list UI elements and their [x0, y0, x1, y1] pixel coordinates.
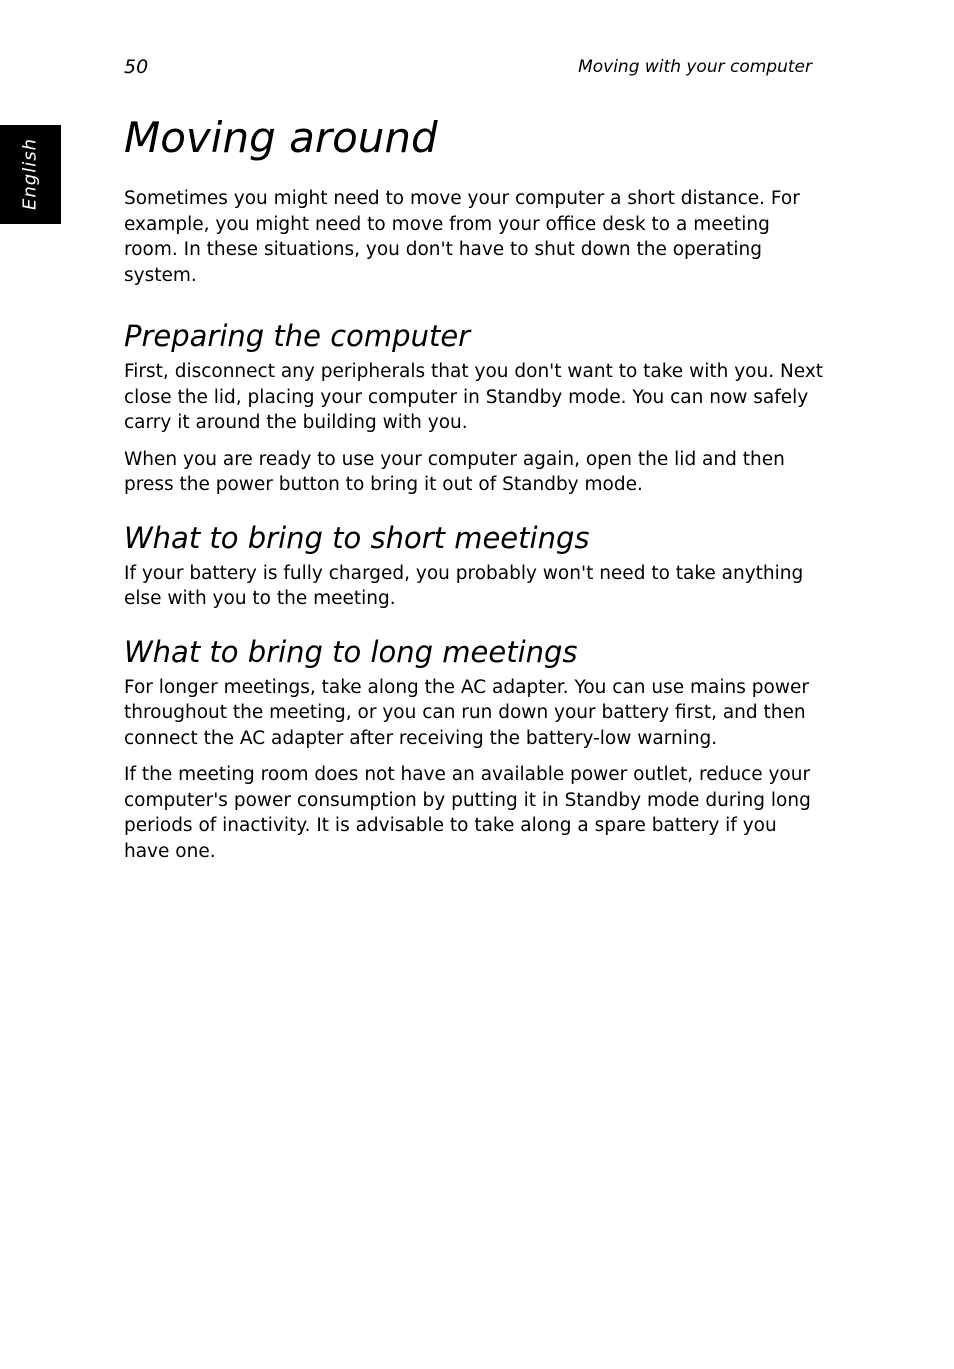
page-title: Moving around	[124, 113, 438, 162]
section-heading: What to bring to short meetings	[124, 520, 590, 555]
running-header: Moving with your computer	[578, 57, 812, 77]
intro-paragraph: Sometimes you might need to move your computer a short distance. For example, you might need to move from your office desk to a meeting room. In these situations, you don't have to shut down the operating system.	[124, 188, 800, 286]
section-heading: Preparing the computer	[124, 319, 471, 353]
section-paragraph: When you are ready to use your computer again, open the lid and then press the power button to bring it out of Standby mode.	[124, 448, 785, 495]
section-heading: What to bring to long meetings	[124, 634, 578, 669]
language-tab-label: English	[19, 138, 41, 210]
section-paragraph: If your battery is fully charged, you probably won't need to take anything else with you to the meeting.	[124, 562, 804, 609]
section-paragraph: If the meeting room does not have an available power outlet, reduce your computer's power consumption by putting it in Standby mode during long periods of inactivity. It is advisable to take along a spare battery if you have one.	[124, 764, 811, 862]
page-number: 50	[124, 56, 149, 78]
section-paragraph: For longer meetings, take along the AC adapter. You can use mains power throughout the meeting, or you can run down your battery first, and then connect the AC adapter after receiving the battery-low warning.	[124, 676, 809, 749]
page-content	[124, 108, 824, 875]
section-paragraph: First, disconnect any peripherals that you don't want to take with you. Next close the lid, placing your computer in Standby mode. You can now safely carry it around the building with you.	[124, 361, 824, 433]
section-long-meetings	[124, 633, 824, 865]
section-preparing-computer	[124, 317, 824, 498]
section-short-meetings	[124, 519, 824, 612]
